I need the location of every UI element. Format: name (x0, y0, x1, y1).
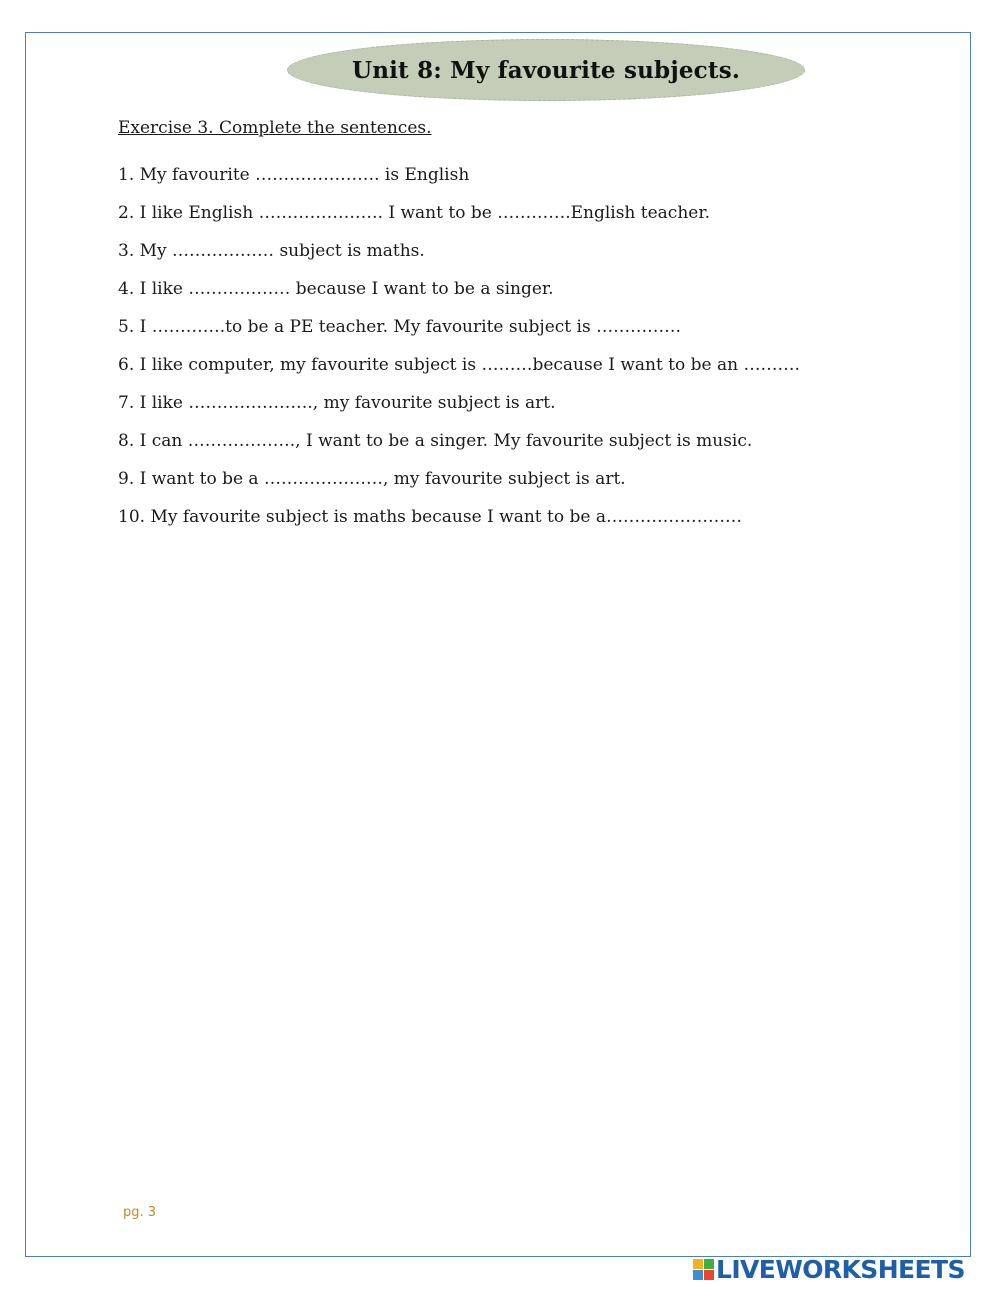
sentence-10: 10. My favourite subject is maths because I want to be a…………………… (118, 507, 742, 527)
exercise-heading: Exercise 3. Complete the sentences. (118, 118, 432, 138)
sentence-5: 5. I ………….to be a PE teacher. My favourite subject is …………… (118, 317, 682, 337)
sentence-9: 9. I want to be a …………………, my favourite subject is art. (118, 469, 626, 489)
sentence-4: 4. I like ……………… because I want to be a singer. (118, 279, 554, 299)
liveworksheets-logo-icon (693, 1259, 714, 1280)
logo-square (704, 1270, 714, 1280)
logo-square (693, 1259, 703, 1269)
title-banner (287, 39, 805, 101)
sentence-2: 2. I like English …………………. I want to be ………….English teacher. (118, 203, 711, 223)
sentence-7: 7. I like …………………., my favourite subject is art. (118, 393, 556, 413)
sentence-list (118, 156, 800, 536)
liveworksheets-brand[interactable] (693, 1254, 965, 1284)
sentence-3: 3. My ……………… subject is maths. (118, 241, 425, 261)
sentence-6: 6. I like computer, my favourite subject is ………because I want to be an ………. (118, 355, 800, 375)
sentence-1: 1. My favourite …………………. is English (118, 165, 470, 185)
page-number: pg. 3 (123, 1205, 157, 1220)
page-title: Unit 8: My favourite subjects. (351, 56, 741, 84)
logo-square (704, 1259, 714, 1269)
logo-square (693, 1270, 703, 1280)
brand-text: LIVEWORKSHEETS (716, 1254, 965, 1284)
sentence-8: 8. I can ………………., I want to be a singer. My favourite subject is music. (118, 431, 753, 451)
